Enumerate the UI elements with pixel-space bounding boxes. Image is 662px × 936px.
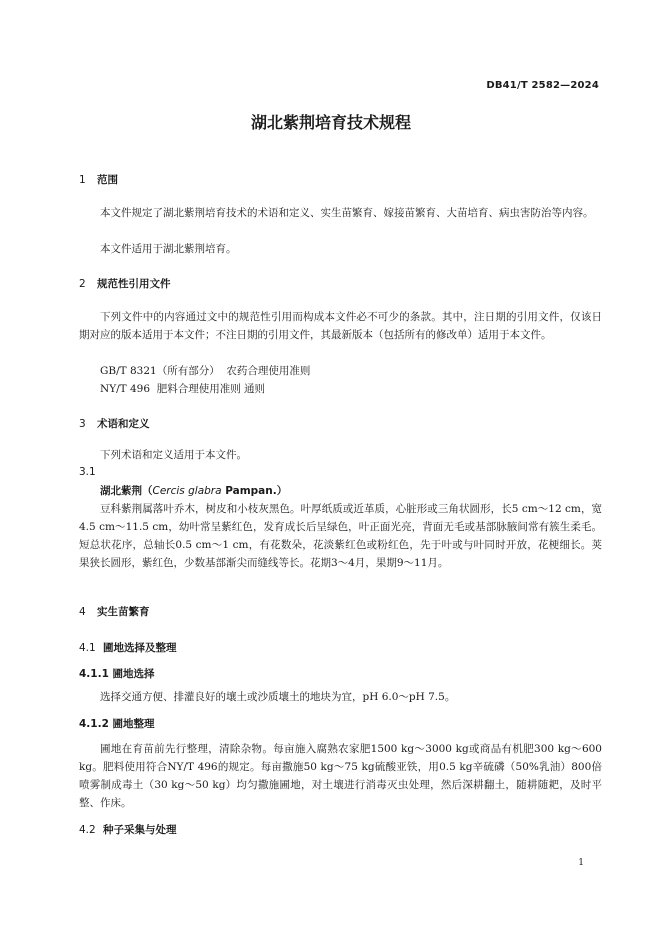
section-title: 范围 (97, 174, 118, 186)
section-4-1-1-paragraph: 选择交通方便、排灌良好的壤土或沙质壤土的地块为宜，pH 6.0～pH 7.5。 (100, 691, 456, 703)
term-number: 3.1 (79, 466, 96, 478)
document-title: 湖北紫荆培育技术规程 (250, 113, 411, 132)
document-code: DB41/T 2582—2024 (486, 80, 599, 91)
term-heading (100, 483, 287, 498)
section-title: 实生苗繁育 (97, 606, 150, 618)
section-title: 圃地选择及整理 (103, 642, 177, 654)
section-number: 4.2 (79, 824, 96, 836)
page-number: 1 (578, 858, 584, 868)
section-number: 1 (79, 174, 86, 186)
section-2-paragraph-1: 下列文件中的内容通过文中的规范性引用而构成本文件必不可少的条款。其中，注日期的引用文件，仅该日期对应的版本适用于本文件；不注日期的引用文件，其最新版本（包括所有的修改单）适用于本文件。 (79, 311, 602, 341)
section-3-paragraph-1: 下列术语和定义适用于本文件。 (100, 449, 247, 461)
reference-gb-t-8321: GB/T 8321（所有部分） 农药合理使用准则 (100, 365, 311, 377)
section-3-heading (79, 416, 150, 431)
section-4-1-1-heading: 4.1.1 圃地选择 (79, 668, 155, 680)
section-1-paragraph-2: 本文件适用于湖北紫荆培育。 (100, 243, 237, 255)
section-number: 4 (79, 606, 86, 618)
section-4-1-heading (79, 640, 177, 655)
section-title: 规范性引用文件 (97, 278, 171, 290)
term-name: 湖北紫荆（ (100, 485, 153, 497)
reference-ny-t-496: NY/T 496 肥料合理使用准则 通则 (100, 383, 266, 395)
section-1-heading (79, 172, 118, 187)
section-title: 术语和定义 (97, 418, 150, 430)
section-4-1-2-heading: 4.1.2 圃地整理 (79, 718, 155, 730)
section-4-1-2-paragraph: 圃地在育苗前先行整理，清除杂物。每亩施入腐熟农家肥1500 kg～3000 kg或商品有机肥300 kg～600 kg。肥料使用符合NY/T 496的规定。每亩撒施50 kg～75 kg硫酸亚铁，用0.5 kg辛硫磷（50%乳油）800倍喷雾制成毒土（30 kg～50 kg）均匀撒施圃地，对土壤进行消毒灭虫处理，然后深耕翻土，随耕随耙，及时平整、作床。 (79, 743, 602, 809)
term-latin-name: Cercis glabra (152, 485, 222, 497)
section-1-paragraph-1: 本文件规定了湖北紫荆培育技术的术语和定义、实生苗繁育、嫁接苗繁育、大苗培育、病虫害防治等内容。 (100, 207, 594, 219)
section-2-heading (79, 276, 171, 291)
term-author: Pampan.） (221, 485, 288, 497)
section-4-heading (79, 604, 150, 619)
section-number: 4.1 (79, 642, 96, 654)
section-number: 2 (79, 278, 86, 290)
term-definition: 豆科紫荆属落叶乔木，树皮和小枝灰黑色。叶厚纸质或近革质，心脏形或三角状圆形，长5 cm～12 cm，宽4.5 cm～11.5 cm，幼叶常呈紫红色，发育成长后呈绿色，叶正面光亮，背面无毛或基部脉腋间常有簇生柔毛。短总状花序，总轴长0.5 cm～1 cm，有花数朵，花淡紫红色或粉红色，先于叶或与叶同时开放，花梗细长。荚果狭长圆形，紫红色，少数基部渐尖而缝线等长。花期3～4月，果期9～11月。 (79, 503, 602, 569)
section-number: 3 (79, 418, 86, 430)
section-4-2-heading (79, 822, 177, 837)
section-title: 种子采集与处理 (103, 824, 177, 836)
